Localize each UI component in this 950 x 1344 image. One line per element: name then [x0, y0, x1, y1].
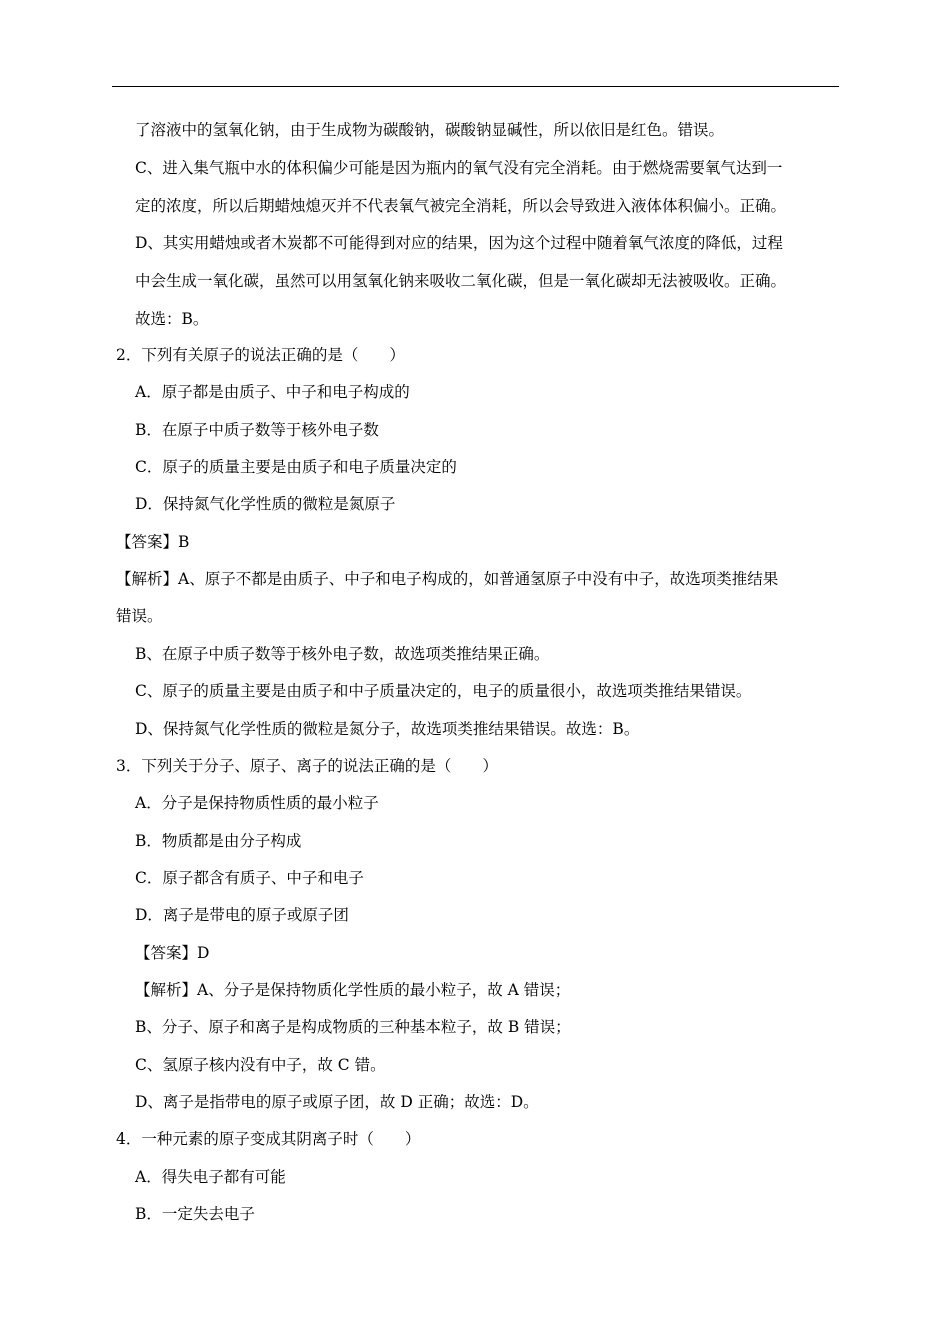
text-line: D、其实用蜡烛或者木炭都不可能得到对应的结果，因为这个过程中随着氧气浓度的降低，过程 — [135, 234, 783, 252]
question-option: D．保持氮气化学性质的微粒是氮原子 — [135, 495, 396, 513]
question-option: D．离子是带电的原子或原子团 — [135, 906, 349, 924]
analysis-line: C、氢原子核内没有中子，故 C 错。 — [135, 1056, 386, 1074]
analysis-line: D、离子是指带电的原子或原子团，故 D 正确；故选：D。 — [135, 1093, 539, 1111]
answer-line: 【答案】B — [116, 533, 190, 551]
question-stem: 2．下列有关原子的说法正确的是（ ） — [116, 346, 405, 364]
text-line: C、进入集气瓶中水的体积偏少可能是因为瓶内的氧气没有完全消耗。由于燃烧需要氧气达到一 — [135, 159, 783, 177]
question-option: B．一定失去电子 — [135, 1205, 255, 1223]
analysis-line: 错误。 — [116, 607, 163, 625]
analysis-line: 【解析】A、原子不都是由质子、中子和电子构成的，如普通氢原子中没有中子，故选项类推结果 — [116, 570, 779, 588]
analysis-line: C、原子的质量主要是由质子和中子质量决定的，电子的质量很小，故选项类推结果错误。 — [135, 682, 752, 700]
question-option: A．得失电子都有可能 — [135, 1168, 286, 1186]
question-option: C．原子都含有质子、中子和电子 — [135, 869, 364, 887]
question-option: C．原子的质量主要是由质子和电子质量决定的 — [135, 458, 457, 476]
question-option: A．原子都是由质子、中子和电子构成的 — [135, 383, 410, 401]
analysis-line: B、分子、原子和离子是构成物质的三种基本粒子，故 B 错误； — [135, 1018, 571, 1036]
header-rule — [112, 86, 839, 87]
question-stem: 4．一种元素的原子变成其阴离子时（ ） — [116, 1130, 421, 1148]
question-option: B．在原子中质子数等于核外电子数 — [135, 421, 379, 439]
analysis-line: B、在原子中质子数等于核外电子数，故选项类推结果正确。 — [135, 645, 550, 663]
analysis-line: D、保持氮气化学性质的微粒是氮分子，故选项类推结果错误。故选：B。 — [135, 720, 640, 738]
text-line: 定的浓度，所以后期蜡烛熄灭并不代表氧气被完全消耗，所以会导致进入液体体积偏小。正确。 — [135, 197, 787, 215]
text-line: 了溶液中的氢氧化钠，由于生成物为碳酸钠，碳酸钠显碱性，所以依旧是红色。错误。 — [135, 121, 725, 139]
question-stem: 3．下列关于分子、原子、离子的说法正确的是（ ） — [116, 757, 498, 775]
text-line: 故选：B。 — [135, 310, 209, 328]
answer-line: 【答案】D — [135, 944, 210, 962]
text-line: 中会生成一氧化碳，虽然可以用氢氧化钠来吸收二氧化碳，但是一氧化碳却无法被吸收。正确。 — [135, 272, 787, 290]
analysis-line: 【解析】A、分子是保持物质化学性质的最小粒子，故 A 错误； — [135, 981, 571, 999]
question-option: B．物质都是由分子构成 — [135, 832, 302, 850]
question-option: A．分子是保持物质性质的最小粒子 — [135, 794, 379, 812]
